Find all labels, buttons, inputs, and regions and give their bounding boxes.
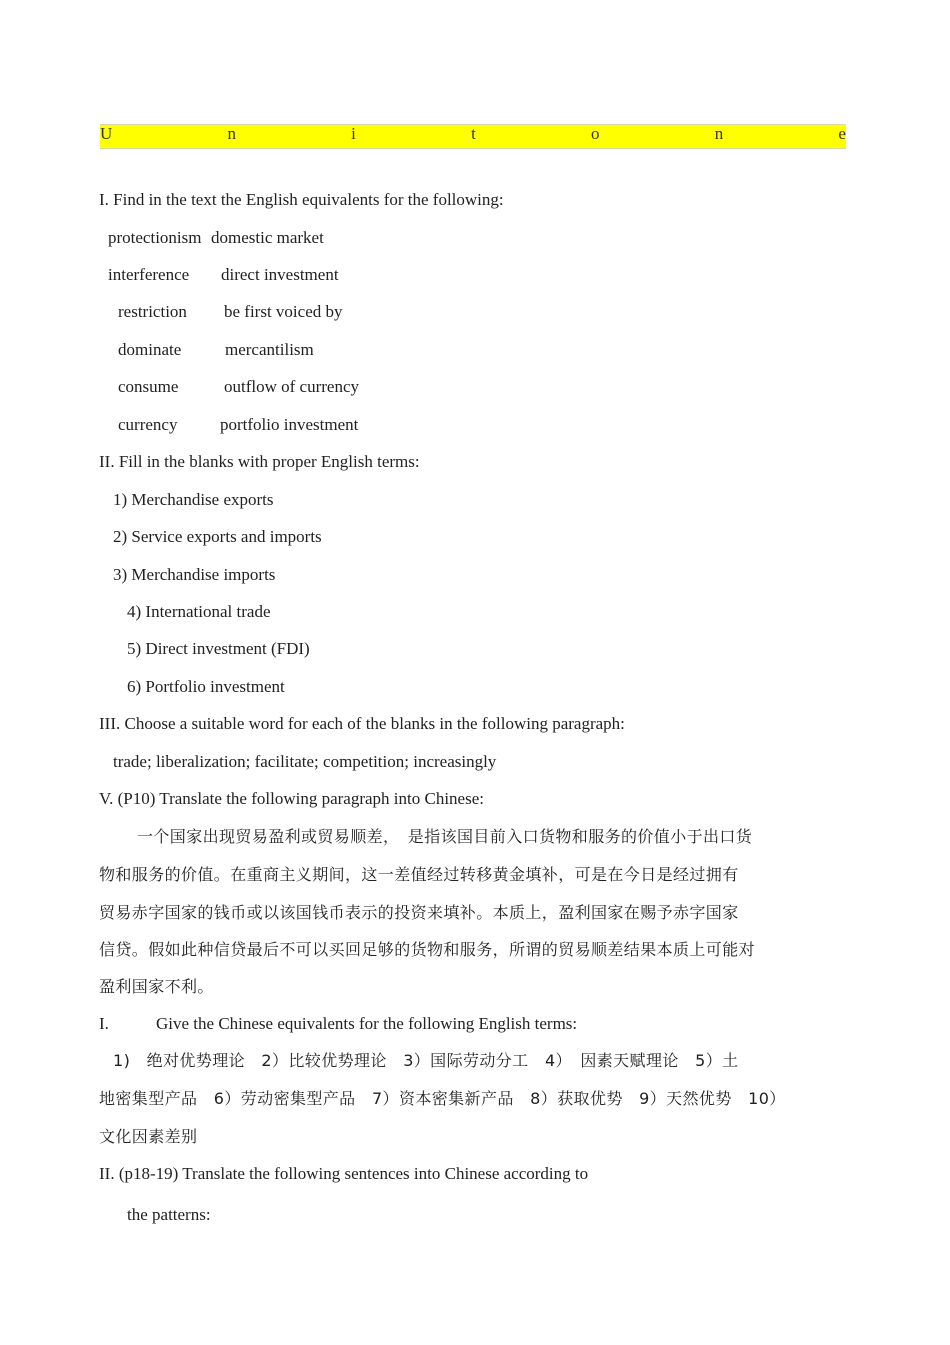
list-item: 2) Service exports and imports (113, 527, 322, 546)
chinese-terms-line: 文化因素差别 (99, 1127, 198, 1146)
word-bank: trade; liberalization; facilitate; competition; increasingly (113, 752, 497, 771)
section-5-heading: V. (P10) Translate the following paragraph into Chinese: (99, 789, 484, 808)
chinese-terms-line: 1) 绝对优势理论 2）比较优势理论 3）国际劳动分工 4） 因素天赋理论 5）土 (113, 1051, 739, 1070)
section-7-continuation: the patterns: (127, 1205, 211, 1224)
section-1-heading: I. Find in the text the English equivalents for the following: (99, 190, 504, 209)
section-6-heading: Give the Chinese equivalents for the following English terms: (156, 1014, 578, 1033)
term-left: protectionism (108, 228, 202, 247)
term-right: outflow of currency (224, 377, 360, 396)
section-7-heading: II. (p18-19) Translate the following sentences into Chinese according to (99, 1164, 589, 1183)
list-item: 6) Portfolio investment (127, 677, 285, 696)
chinese-paragraph-line: 盈利国家不利。 (99, 977, 214, 996)
list-item: 4) International trade (127, 602, 271, 621)
term-right: direct investment (221, 265, 339, 284)
section-6-number: I. (99, 1014, 109, 1033)
chinese-paragraph-line: 贸易赤字国家的钱币或以该国钱币表示的投资来填补。本质上，盈利国家在赐予赤字国家 (99, 903, 739, 922)
term-right: domestic market (211, 228, 324, 247)
chinese-terms-line: 地密集型产品 6）劳动密集型产品 7）资本密集新产品 8）获取优势 9）天然优势 10） (99, 1089, 786, 1108)
title-letter: U (100, 124, 113, 143)
term-left: consume (118, 377, 179, 396)
list-item: 1) Merchandise exports (113, 490, 274, 509)
list-item: 3) Merchandise imports (113, 565, 276, 584)
term-left: interference (108, 265, 190, 284)
term-right: be first voiced by (224, 302, 343, 321)
section-2-heading: II. Fill in the blanks with proper English terms: (99, 452, 420, 471)
title-letter: o (591, 124, 600, 143)
title-letter: n (227, 124, 236, 143)
section-3-heading: III. Choose a suitable word for each of the blanks in the following paragraph: (99, 714, 625, 733)
term-right: mercantilism (225, 340, 314, 359)
unit-title-bar (100, 124, 846, 149)
term-right: portfolio investment (220, 415, 359, 434)
chinese-paragraph-line: 信贷。假如此种信贷最后不可以买回足够的货物和服务，所谓的贸易顺差结果本质上可能对 (99, 940, 756, 959)
term-left: restriction (118, 302, 187, 321)
title-letter: i (351, 124, 356, 143)
chinese-paragraph-line: 物和服务的价值。在重商主义期间，这一差值经过转移黄金填补，可是在今日是经过拥有 (99, 865, 739, 884)
chinese-paragraph-line: 一个国家出现贸易盈利或贸易顺差， 是指该国目前入口货物和服务的价值小于出口货 (137, 827, 753, 846)
term-left: dominate (118, 340, 182, 359)
list-item: 5) Direct investment (FDI) (127, 639, 310, 658)
title-letter: t (471, 124, 476, 143)
title-letter: n (714, 124, 724, 143)
title-letter: e (838, 124, 846, 143)
term-left: currency (118, 415, 178, 434)
